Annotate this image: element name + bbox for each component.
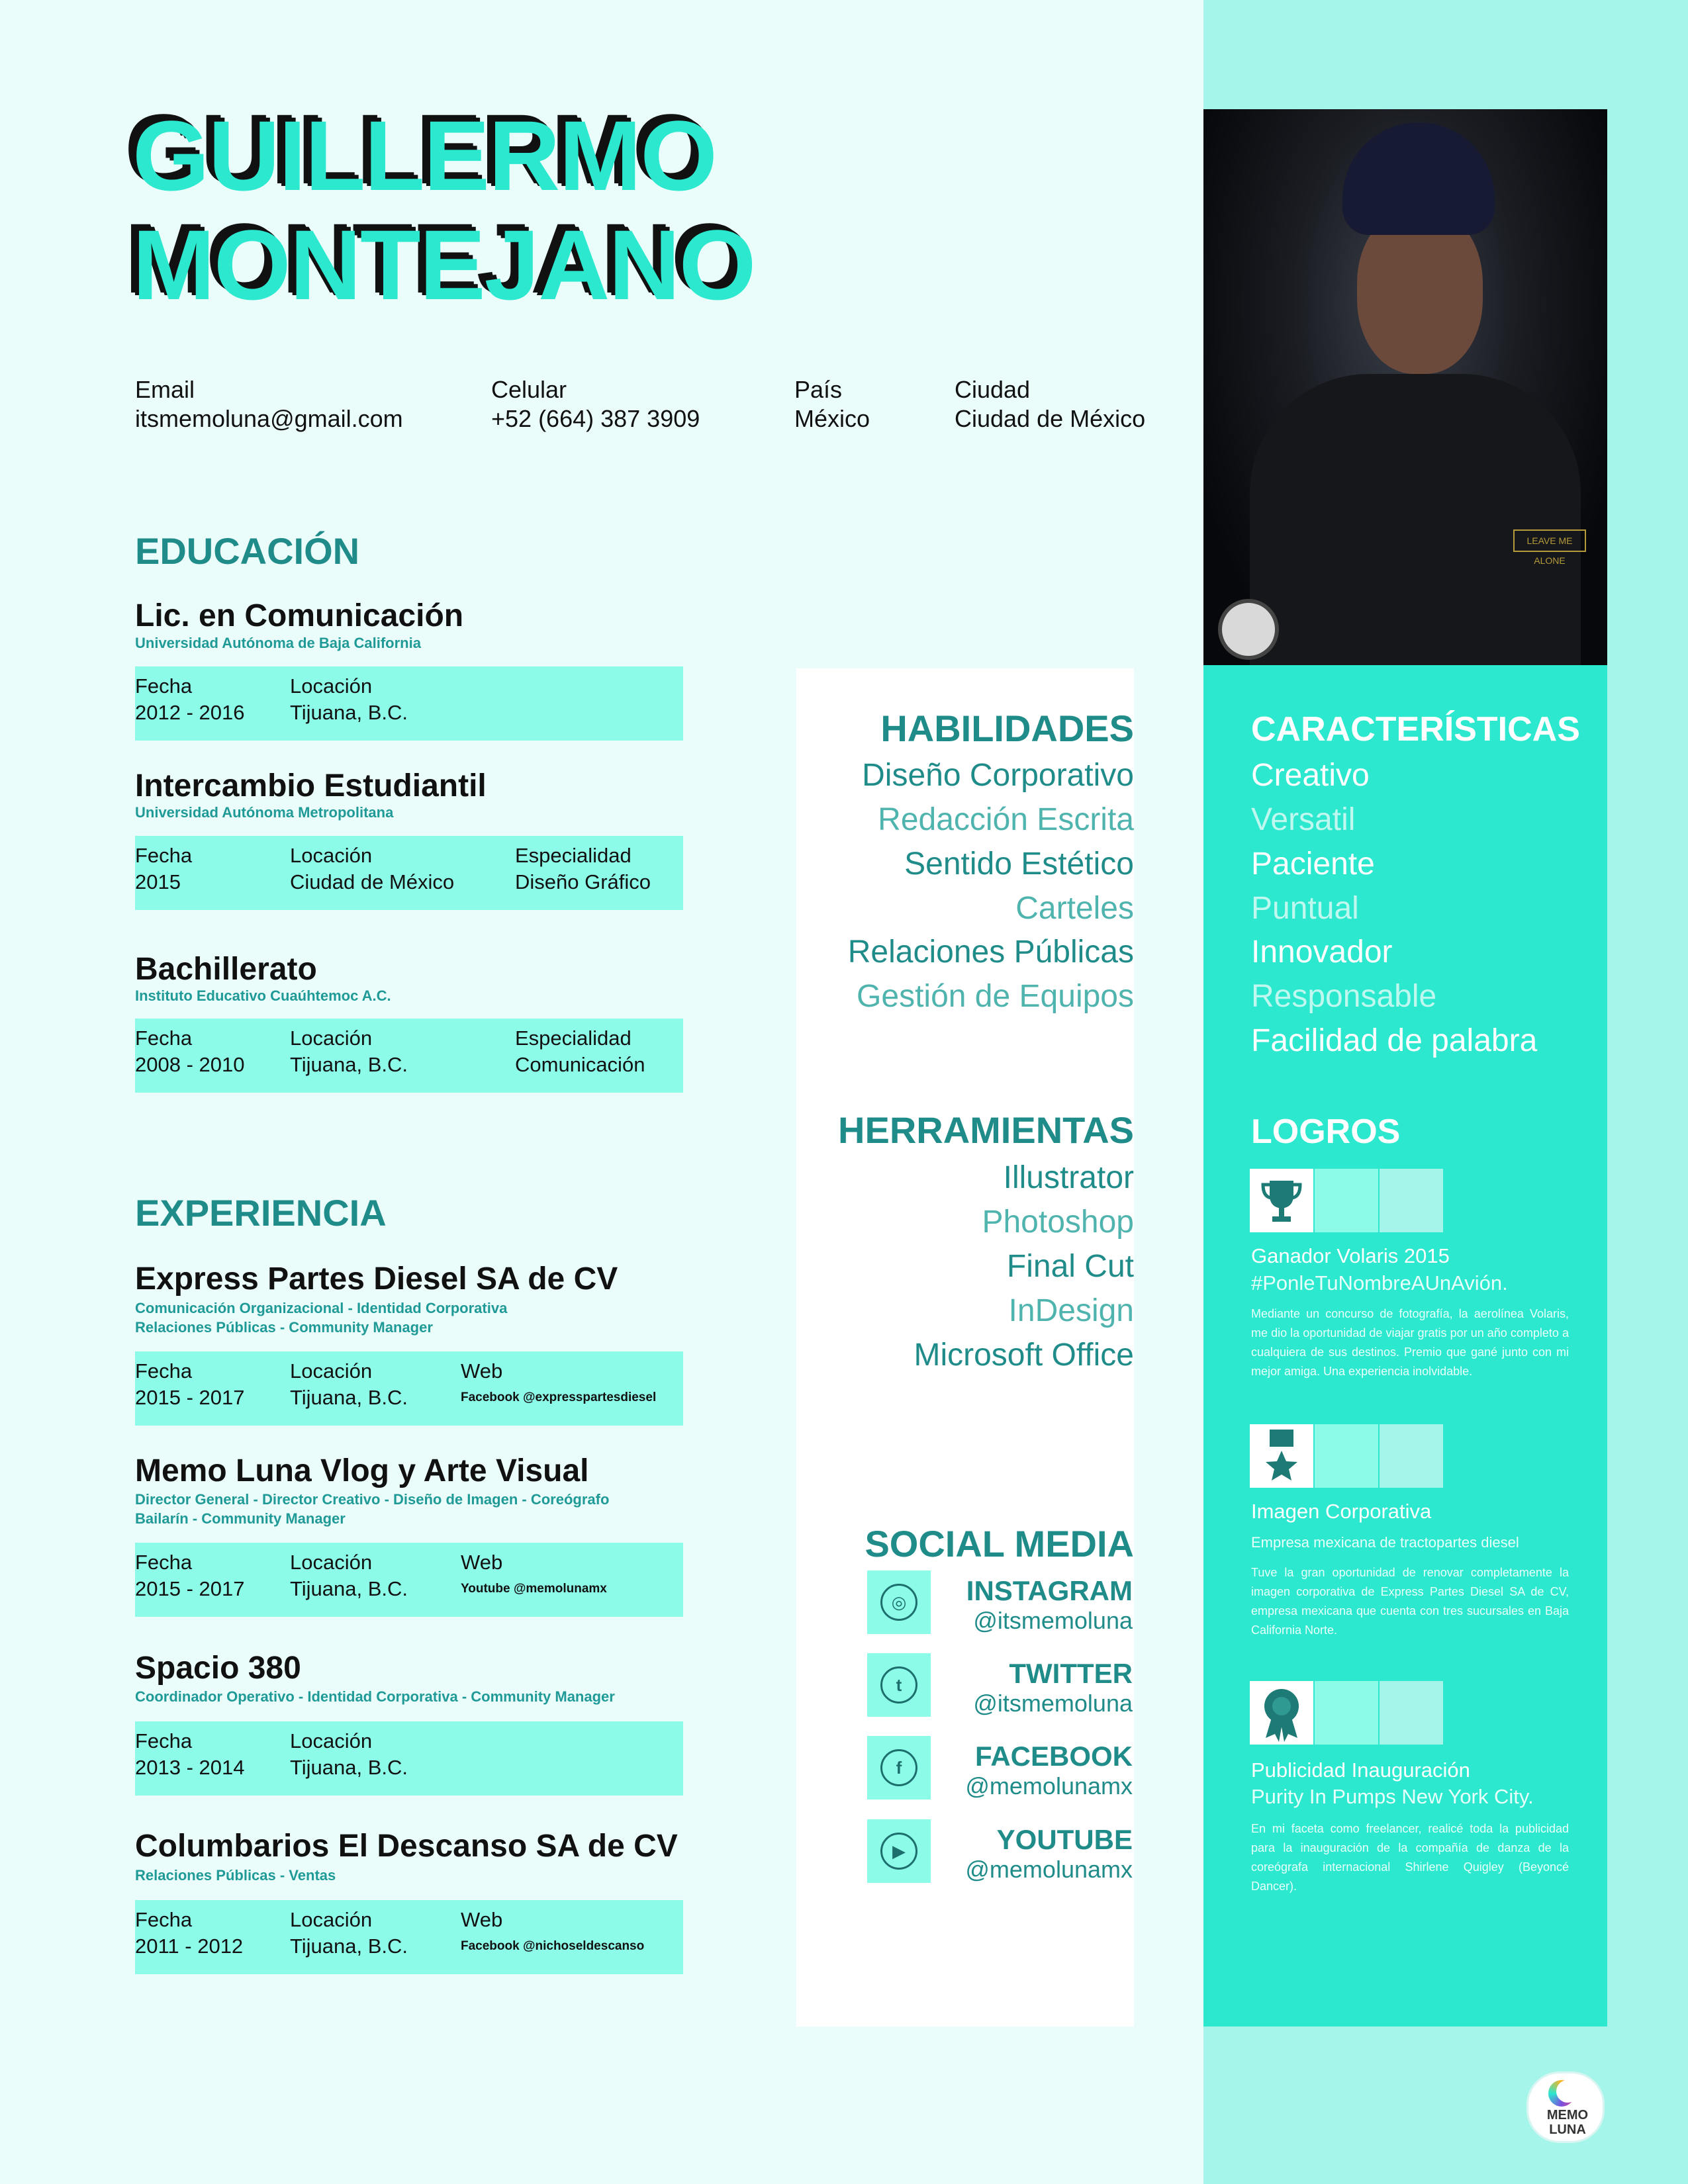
specialty-label: Especialidad [515,844,632,867]
characteristic-item: Puntual [1251,891,1359,926]
achievement-swatch [1380,1169,1443,1232]
characteristic-item: Versatil [1251,802,1356,837]
date-value: 2015 - 2017 [135,1386,245,1409]
date-label: Fecha [135,1551,193,1574]
date-value: 2008 - 2010 [135,1053,245,1076]
memo-luna-logo [1526,2071,1605,2143]
education-title: EDUCACIÓN [135,530,360,572]
education-details-band [135,836,683,910]
social-name[interactable]: FACEBOOK [974,1741,1133,1772]
tool-item: Photoshop [982,1205,1134,1240]
name-first: GUILLERMO [132,100,716,211]
location-value: Tijuana, B.C. [290,1386,408,1409]
achievement-title: Publicidad Inauguración [1251,1758,1470,1782]
achievement-swatch [1315,1169,1378,1232]
social-title: SOCIAL MEDIA [865,1523,1134,1565]
specialty-value: Diseño Gráfico [515,870,651,893]
experience-details-band [135,1900,683,1974]
experience-item-title: Spacio 380 [135,1651,301,1686]
city-value: Ciudad de México [955,405,1146,432]
education-item-title: Intercambio Estudiantil [135,768,487,803]
experience-item-roles: Coordinador Operativo - Identidad Corporativa - Community Manager [135,1688,615,1705]
web-label: Web [461,1908,503,1931]
tool-item: Illustrator [1003,1160,1134,1195]
city-label: Ciudad [955,376,1031,403]
date-label: Fecha [135,1359,193,1383]
experience-item-title: Columbarios El Descanso SA de CV [135,1829,678,1864]
tool-item: Final Cut [1006,1249,1134,1284]
date-label: Fecha [135,1026,193,1050]
email-value[interactable]: itsmemoluna@gmail.com [135,405,403,432]
name-last: MONTEJANO [132,209,755,320]
phone-value[interactable]: +52 (664) 387 3909 [491,405,700,432]
date-label: Fecha [135,844,193,867]
tool-item: Microsoft Office [914,1338,1134,1373]
social-handle[interactable]: @memolunamx [965,1772,1133,1799]
date-value: 2013 - 2014 [135,1756,245,1779]
experience-title: EXPERIENCIA [135,1192,387,1234]
logo-text-line1: MEMO [1546,2108,1589,2122]
skill-item: Redacción Escrita [878,802,1134,837]
location-label: Locación [290,1551,373,1574]
experience-item-roles: Bailarín - Community Manager [135,1510,346,1527]
education-item-title: Bachillerato [135,952,317,987]
experience-item-roles: Relaciones Públicas - Ventas [135,1867,336,1884]
education-item-institution: Universidad Autónoma de Baja California [135,635,421,651]
achievement-swatch [1315,1424,1378,1488]
education-item-title: Lic. en Comunicación [135,598,464,633]
characteristic-item: Responsable [1251,979,1437,1014]
web-label: Web [461,1359,503,1383]
education-details-band [135,1019,683,1093]
experience-item-roles: Relaciones Públicas - Community Manager [135,1319,433,1336]
location-label: Locación [290,1026,373,1050]
twitter-icon[interactable]: t [867,1653,931,1717]
facebook-icon[interactable]: f [867,1736,931,1799]
achievement-subtitle: #PonleTuNombreAUnAvión. [1251,1271,1508,1295]
education-details-band [135,666,683,741]
medal-icon [1250,1424,1313,1488]
location-value: Tijuana, B.C. [290,1577,408,1600]
achievement-swatch [1380,1424,1443,1488]
web-label: Web [461,1551,503,1574]
social-handle[interactable]: @itsmemoluna [973,1607,1133,1634]
characteristic-item: Facilidad de palabra [1251,1023,1538,1058]
social-handle[interactable]: @itsmemoluna [973,1690,1133,1717]
experience-item-roles: Comunicación Organizacional - Identidad Corporativa [135,1300,508,1316]
characteristic-item: Innovador [1251,934,1393,970]
location-label: Locación [290,1359,373,1383]
skill-item: Diseño Corporativo [862,758,1134,793]
location-value: Ciudad de México [290,870,455,893]
achievement-subtitle: Empresa mexicana de tractopartes diesel [1251,1534,1519,1551]
email-label: Email [135,376,195,403]
country-label: País [794,376,843,403]
tool-item: InDesign [1008,1293,1134,1328]
date-label: Fecha [135,674,193,698]
social-name[interactable]: YOUTUBE [996,1824,1133,1855]
achievement-swatch [1315,1681,1378,1745]
achievement-title: Imagen Corporativa [1251,1500,1432,1523]
location-label: Locación [290,674,373,698]
ribbon-icon [1250,1681,1313,1745]
characteristic-item: Creativo [1251,758,1370,793]
achievement-swatch [1380,1681,1443,1745]
experience-details-band [135,1351,683,1426]
location-label: Locación [290,844,373,867]
web-value[interactable]: Facebook @expresspartesdiesel [461,1390,657,1404]
location-label: Locación [290,1729,373,1752]
skill-item: Carteles [1015,891,1134,926]
location-label: Locación [290,1908,373,1931]
date-label: Fecha [135,1908,193,1931]
experience-item-title: Express Partes Diesel SA de CV [135,1261,618,1297]
achievement-description: Tuve la gran oportunidad de renovar completamente la imagen corporativa de Express Partes Diesel SA de CV, empresa mexicana que cuenta con tres sucursales en Baja California Norte. [1251,1566,1569,1637]
social-list [796,0,1133,2052]
social-name[interactable]: TWITTER [1009,1658,1133,1689]
instagram-icon[interactable]: ◎ [867,1570,931,1634]
phone-label: Celular [491,376,567,403]
trophy-icon [1250,1169,1313,1232]
web-value[interactable]: Youtube @memolunamx [461,1582,607,1596]
education-item-institution: Instituto Educativo Cuaúhtemoc A.C. [135,987,391,1004]
location-value: Tijuana, B.C. [290,1934,408,1958]
specialty-value: Comunicación [515,1053,645,1076]
date-value: 2015 - 2017 [135,1577,245,1600]
location-value: Tijuana, B.C. [290,1053,408,1076]
social-handle[interactable]: @memolunamx [965,1856,1133,1883]
achievement-description: En mi faceta como freelancer, realicé toda la publicidad para la inauguración de la compañía de danza de la coreógrafa internacional Shirlene Quigley (Beyoncé Dancer). [1251,1822,1569,1893]
skills-title: HABILIDADES [880,707,1134,749]
profile-photo: LEAVE ME ALONE [1203,109,1607,665]
experience-details-band [135,1721,683,1796]
skill-item: Sentido Estético [904,846,1134,882]
youtube-icon[interactable]: ▶ [867,1819,931,1883]
skill-item: Relaciones Públicas [847,934,1134,970]
experience-item-title: Memo Luna Vlog y Arte Visual [135,1453,589,1488]
achievement-description: Mediante un concurso de fotografía, la aerolínea Volaris, me dio la oportunidad de viajar gratis por un año completo a cualquiera de sus destinos. Premio que gané junto con mi mejor amiga. Una experiencia inolvidable. [1251,1307,1569,1378]
achievement-subtitle: Purity In Pumps New York City. [1251,1785,1534,1808]
achievement-title: Ganador Volaris 2015 [1251,1244,1450,1267]
web-value[interactable]: Facebook @nichoseldescanso [461,1939,645,1953]
location-value: Tijuana, B.C. [290,1756,408,1779]
country-value: México [794,405,870,432]
skill-item: Gestión de Equipos [857,979,1134,1014]
achievements-title: LOGROS [1251,1113,1401,1151]
specialty-label: Especialidad [515,1026,632,1050]
characteristic-item: Paciente [1251,846,1375,882]
tools-title: HERRAMIENTAS [838,1109,1134,1151]
education-item-institution: Universidad Autónoma Metropolitana [135,804,394,821]
social-name[interactable]: INSTAGRAM [966,1575,1133,1606]
experience-item-roles: Director General - Director Creativo - Diseño de Imagen - Coreógrafo [135,1491,610,1508]
date-value: 2015 [135,870,181,893]
location-value: Tijuana, B.C. [290,701,408,724]
logo-text-line2: LUNA [1549,2122,1586,2137]
characteristics-title: CARACTERÍSTICAS [1251,710,1580,749]
experience-details-band [135,1543,683,1617]
date-value: 2012 - 2016 [135,701,245,724]
date-label: Fecha [135,1729,193,1752]
date-value: 2011 - 2012 [135,1934,244,1958]
